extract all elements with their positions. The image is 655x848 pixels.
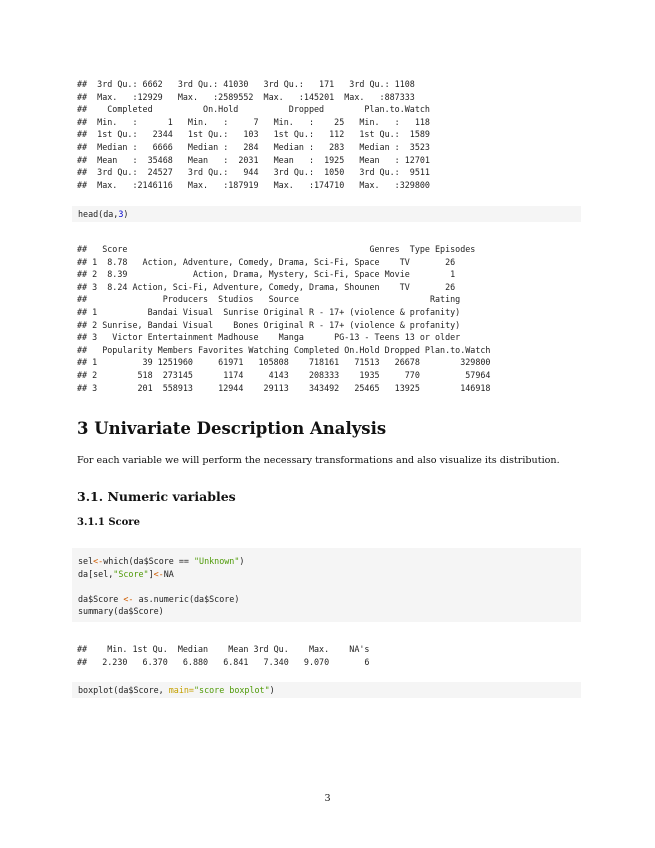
output-line: ## 3 8.24 Action, Sci-Fi, Adventure, Comedy, Drama, Shounen TV 26 (77, 281, 456, 292)
output-line: ## Producers Studios Source Rating (77, 294, 461, 305)
page-number: 3 (324, 793, 331, 804)
summary-output-1 (77, 78, 430, 191)
output-line: ## 3rd Qu.: 6662 3rd Qu.: 41030 3rd Qu.: 171 3rd Qu.: 1108 (77, 79, 415, 89)
summary-output-2 (77, 643, 369, 668)
output-line: ## Completed On.Hold Dropped Plan.to.Watch (77, 104, 430, 115)
output-line: ## Max. :2146116 Max. :187919 Max. :174710 Max. :329800 (77, 179, 430, 190)
code-operator: <- (153, 568, 164, 579)
code-text: boxplot(da$Score, (78, 685, 169, 695)
output-line: ## 1st Qu.: 2344 1st Qu.: 103 1st Qu.: 112 1st Qu.: 1589 (77, 129, 430, 140)
section-title: 3 Univariate Description Analysis (77, 419, 387, 438)
code-block-score (72, 548, 581, 622)
code-number: 3 (118, 209, 124, 219)
output-line: ## Min. : 1 Min. : 7 Min. : 25 Min. : 118 (77, 116, 430, 127)
code-text: ] (148, 568, 154, 579)
code-operator: <- (93, 556, 104, 566)
code-text: ) (239, 556, 245, 566)
output-line: ## Max. :12929 Max. :2589552 Max. :145201 Max. :887333 (77, 91, 415, 102)
output-line: ## Popularity Members Favorites Watching Completed On.Hold Dropped Plan.to.Watch (77, 344, 491, 355)
output-line: ## 1 39 1251960 61971 105808 718161 71513 26678 329800 (77, 357, 491, 368)
code-operator: <- (123, 593, 134, 604)
code-text: sel (78, 556, 94, 566)
output-line: ## 2.230 6.370 6.880 6.841 7.340 9.070 6 (77, 656, 370, 667)
output-line: ## Mean : 35468 Mean : 2031 Mean : 1925 Mean : 12701 (77, 154, 430, 165)
output-line: ## 3 201 558913 12944 29113 343492 25465 13925 146918 (77, 382, 491, 393)
code-block-boxplot (72, 682, 581, 698)
output-line: ## 2 518 273145 1174 4143 208333 1935 770 57964 (77, 369, 491, 380)
code-text: NA (163, 568, 174, 579)
output-line: ## Score Genres Type Episodes (77, 244, 476, 254)
code-argument: main= (168, 685, 194, 695)
code-text: ) (123, 209, 129, 219)
output-line: ## Min. 1st Qu. Median Mean 3rd Qu. Max. NA's (77, 644, 370, 654)
output-line: ## 2 8.39 Action, Drama, Mystery, Sci-Fi, Space Movie 1 (77, 269, 456, 280)
output-line: ## 3rd Qu.: 24527 3rd Qu.: 944 3rd Qu.: 1050 3rd Qu.: 9511 (77, 167, 430, 178)
head-output (77, 243, 490, 394)
code-text: ) (269, 685, 275, 695)
code-text: which(da$Score == (103, 556, 194, 566)
code-text: da$Score (78, 593, 124, 604)
subsubsection-title: 3.1.1 Score (77, 517, 140, 528)
output-line: ## 1 8.78 Action, Adventure, Comedy, Drama, Sci-Fi, Space TV 26 (77, 256, 456, 267)
section-intro: For each variable we will perform the necessary transformations and also visualize its distribution. (77, 455, 560, 466)
output-line: ## 2 Sunrise, Bandai Visual Bones Original R - 17+ (violence & profanity) (77, 319, 461, 330)
code-text: summary(da$Score) (78, 606, 164, 617)
code-block-head (72, 206, 581, 222)
code-string: "Score" (113, 568, 149, 579)
code-text: as.numeric(da$Score) (133, 593, 240, 604)
code-text: da[sel, (78, 568, 114, 579)
output-line: ## 3 Victor Entertainment Madhouse Manga PG-13 - Teens 13 or older (77, 332, 461, 343)
subsection-title: 3.1. Numeric variables (77, 489, 236, 504)
output-line: ## 1 Bandai Visual Sunrise Original R - 17+ (violence & profanity) (77, 306, 461, 317)
output-line: ## Median : 6666 Median : 284 Median : 283 Median : 3523 (77, 141, 430, 152)
code-string: "Unknown" (194, 556, 240, 566)
code-string: "score boxplot" (193, 685, 270, 695)
code-text: head(da, (78, 209, 119, 219)
